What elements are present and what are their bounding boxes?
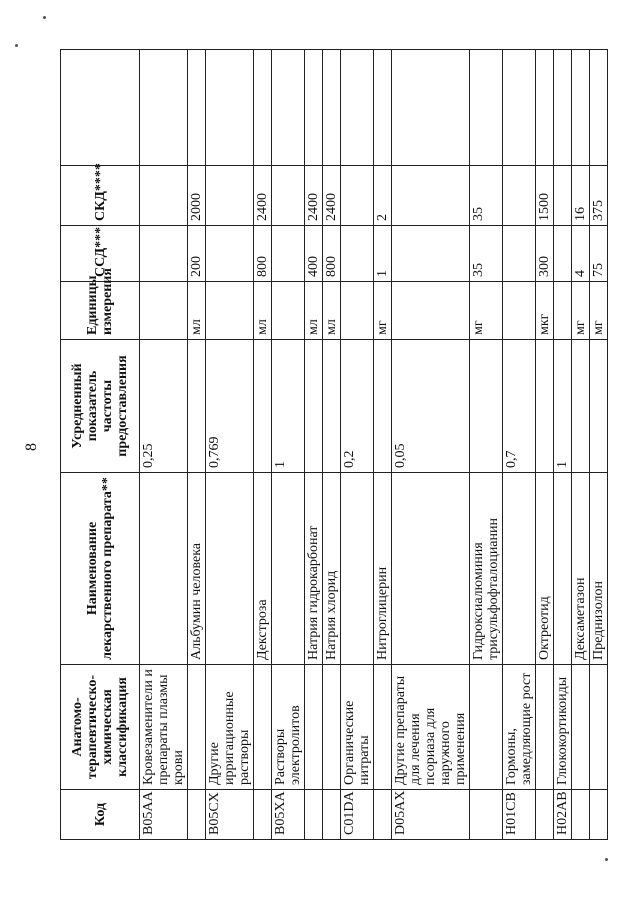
table-row: [572, 50, 590, 840]
cell-code: H02AB: [554, 790, 572, 840]
cell-unit: [341, 282, 374, 340]
cell-frequency: [590, 340, 608, 473]
cell-frequency: 0,7: [503, 340, 536, 473]
cell-atc: Кровезаменители и препараты плазмы крови: [140, 665, 188, 790]
cell-drug-name: Дексаметазон: [572, 473, 590, 665]
table-row: [503, 50, 536, 840]
cell-blank: [392, 50, 470, 166]
cell-drug-name: Декстроза: [254, 473, 272, 665]
cell-blank: [503, 50, 536, 166]
cell-code: B05CX: [206, 790, 254, 840]
cell-blank: [188, 50, 206, 166]
cell-ssd: [272, 226, 305, 282]
cell-code: [536, 790, 554, 840]
cell-ssd: 200: [188, 226, 206, 282]
cell-atc: [188, 665, 206, 790]
cell-frequency: [305, 340, 323, 473]
cell-unit: [392, 282, 470, 340]
cell-atc: Другие препараты для лечения псориаза для наружного применения: [392, 665, 470, 790]
cell-frequency: 0,769: [206, 340, 254, 473]
cell-frequency: [323, 340, 341, 473]
scan-speck: [15, 44, 18, 47]
cell-unit: мг: [590, 282, 608, 340]
cell-blank: [272, 50, 305, 166]
cell-unit: мл: [305, 282, 323, 340]
cell-blank: [206, 50, 254, 166]
header-blank: [61, 50, 140, 166]
cell-drug-name: Гидроксиалюминия трисульфофталоцианин: [470, 473, 503, 665]
rotated-table-container: [60, 50, 640, 840]
cell-drug-name: Нитроглицерин: [374, 473, 392, 665]
cell-frequency: 0,05: [392, 340, 470, 473]
cell-blank: [254, 50, 272, 166]
scan-speck: [43, 16, 46, 19]
cell-drug-name: Натрия гидрокарбонат: [305, 473, 323, 665]
cell-blank: [374, 50, 392, 166]
table-row: [305, 50, 323, 840]
cell-unit: [503, 282, 536, 340]
cell-skd: 35: [470, 166, 503, 226]
cell-code: B05AA: [140, 790, 188, 840]
cell-ssd: 4: [572, 226, 590, 282]
cell-skd: [554, 166, 572, 226]
cell-blank: [470, 50, 503, 166]
cell-code: [305, 790, 323, 840]
table-row: [254, 50, 272, 840]
cell-atc: [590, 665, 608, 790]
cell-unit: мг: [470, 282, 503, 340]
table-row: [188, 50, 206, 840]
cell-code: B05XA: [272, 790, 305, 840]
cell-unit: мг: [374, 282, 392, 340]
cell-unit: [140, 282, 188, 340]
cell-drug-name: [272, 473, 305, 665]
cell-unit: [272, 282, 305, 340]
cell-unit: мл: [323, 282, 341, 340]
cell-atc: [470, 665, 503, 790]
table-row: [323, 50, 341, 840]
header-frequency: Усредненный показатель частоты предоставления: [61, 340, 140, 473]
cell-skd: [272, 166, 305, 226]
cell-ssd: [140, 226, 188, 282]
cell-blank: [323, 50, 341, 166]
table-row: [554, 50, 572, 840]
cell-skd: [503, 166, 536, 226]
cell-code: [374, 790, 392, 840]
header-atc: Анатомо-терапевтическо-химическая классификация: [61, 665, 140, 790]
cell-drug-name: [503, 473, 536, 665]
cell-unit: мкг: [536, 282, 554, 340]
drug-table: [60, 49, 608, 840]
header-unit: Единицы измерения: [61, 282, 140, 340]
cell-drug-name: [140, 473, 188, 665]
cell-frequency: [188, 340, 206, 473]
table-row: [374, 50, 392, 840]
cell-drug-name: [206, 473, 254, 665]
cell-skd: [392, 166, 470, 226]
table-row: [536, 50, 554, 840]
cell-ssd: 1: [374, 226, 392, 282]
cell-skd: 2000: [188, 166, 206, 226]
cell-blank: [572, 50, 590, 166]
cell-ssd: 800: [254, 226, 272, 282]
header-code: Код: [61, 790, 140, 840]
cell-frequency: 1: [272, 340, 305, 473]
cell-skd: 2400: [305, 166, 323, 226]
cell-frequency: [536, 340, 554, 473]
cell-unit: мл: [188, 282, 206, 340]
cell-drug-name: Натрия хлорид: [323, 473, 341, 665]
cell-skd: 375: [590, 166, 608, 226]
table-row: [470, 50, 503, 840]
cell-frequency: 0,2: [341, 340, 374, 473]
cell-unit: [206, 282, 254, 340]
cell-ssd: 75: [590, 226, 608, 282]
cell-drug-name: Альбумин человека: [188, 473, 206, 665]
cell-atc: Глюкокортикоиды: [554, 665, 572, 790]
cell-drug-name: [554, 473, 572, 665]
table-row: [272, 50, 305, 840]
cell-skd: [341, 166, 374, 226]
cell-ssd: [341, 226, 374, 282]
cell-ssd: [206, 226, 254, 282]
page-number: 8: [23, 443, 40, 451]
cell-unit: [554, 282, 572, 340]
table-header-row: [61, 50, 140, 840]
cell-skd: [140, 166, 188, 226]
cell-frequency: [572, 340, 590, 473]
cell-ssd: 800: [323, 226, 341, 282]
cell-frequency: 0,25: [140, 340, 188, 473]
cell-atc: Органические нитраты: [341, 665, 374, 790]
cell-atc: [254, 665, 272, 790]
cell-atc: [374, 665, 392, 790]
cell-blank: [554, 50, 572, 166]
cell-code: C01DA: [341, 790, 374, 840]
cell-ssd: [503, 226, 536, 282]
cell-skd: [206, 166, 254, 226]
cell-code: [323, 790, 341, 840]
header-skd: СКД****: [61, 166, 140, 226]
cell-atc: [572, 665, 590, 790]
cell-atc: Гормоны, замедляющие рост: [503, 665, 536, 790]
cell-code: [470, 790, 503, 840]
cell-blank: [305, 50, 323, 166]
cell-skd: 2: [374, 166, 392, 226]
cell-code: H01CB: [503, 790, 536, 840]
cell-frequency: 1: [554, 340, 572, 473]
cell-atc: [323, 665, 341, 790]
cell-atc: Другие ирригационные растворы: [206, 665, 254, 790]
cell-frequency: [254, 340, 272, 473]
cell-skd: 1500: [536, 166, 554, 226]
cell-code: [188, 790, 206, 840]
cell-skd: 2400: [323, 166, 341, 226]
cell-atc: Растворы электролитов: [272, 665, 305, 790]
table-row: [392, 50, 470, 840]
table-row: [590, 50, 608, 840]
table-row: [206, 50, 254, 840]
cell-drug-name: Преднизолон: [590, 473, 608, 665]
cell-blank: [341, 50, 374, 166]
cell-blank: [590, 50, 608, 166]
cell-frequency: [374, 340, 392, 473]
cell-code: [254, 790, 272, 840]
cell-ssd: 400: [305, 226, 323, 282]
table-row: [140, 50, 188, 840]
cell-blank: [536, 50, 554, 166]
cell-skd: 2400: [254, 166, 272, 226]
cell-ssd: 35: [470, 226, 503, 282]
cell-blank: [140, 50, 188, 166]
cell-ssd: [554, 226, 572, 282]
cell-code: [572, 790, 590, 840]
cell-skd: 16: [572, 166, 590, 226]
cell-atc: [536, 665, 554, 790]
cell-drug-name: Октреотид: [536, 473, 554, 665]
table-row: [341, 50, 374, 840]
cell-drug-name: [341, 473, 374, 665]
cell-code: D05AX: [392, 790, 470, 840]
cell-ssd: 300: [536, 226, 554, 282]
header-drug-name: Наименование лекарственного препарата**: [61, 473, 140, 665]
header-ssd: ССД***: [61, 226, 140, 282]
cell-atc: [305, 665, 323, 790]
scan-speck: [605, 858, 608, 861]
cell-frequency: [470, 340, 503, 473]
cell-unit: мл: [254, 282, 272, 340]
cell-unit: мг: [572, 282, 590, 340]
cell-drug-name: [392, 473, 470, 665]
cell-ssd: [392, 226, 470, 282]
cell-code: [590, 790, 608, 840]
